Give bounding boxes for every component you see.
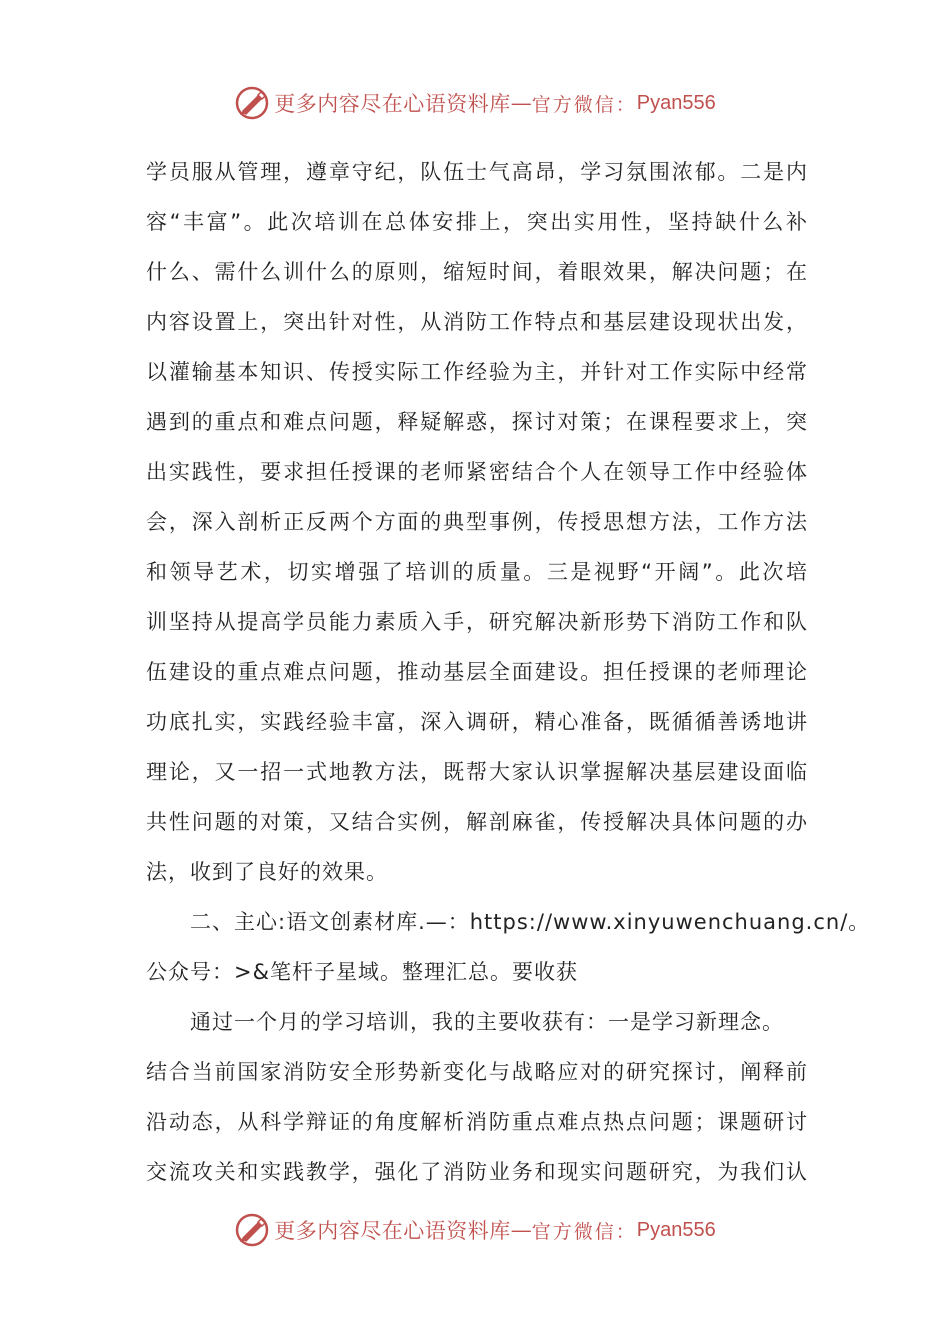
body-line: 沿动态，从科学辩证的角度解析消防重点难点热点问题；课题研讨 <box>146 1110 808 1134</box>
section-heading: 二、主心:语文创素材库.—：https://www.xinyuwenchuang.cn/。 <box>190 910 871 934</box>
footer-banner <box>0 1210 950 1250</box>
body-line: 内容设置上，突出针对性，从消防工作特点和基层建设现状出发， <box>146 310 808 334</box>
section-heading-cont: 公众号：>&笔杆子星域。整理汇总。要收获 <box>146 960 578 984</box>
body-line: 会，深入剖析正反两个方面的典型事例，传授思想方法，工作方法 <box>146 510 808 534</box>
banner-title: 更多内容尽在心语资料库 <box>274 1219 511 1243</box>
banner-separator: — <box>510 1218 532 1242</box>
body-line: 结合当前国家消防安全形势新变化与战略应对的研究探讨，阐释前 <box>146 1060 808 1084</box>
body-line: 出实践性，要求担任授课的老师紧密结合个人在领导工作中经验体 <box>146 460 808 484</box>
body-line: 容“丰富”。此次培训在总体安排上，突出实用性，坚持缺什么补 <box>146 210 808 234</box>
banner-wechat-label: 官方微信： <box>531 93 637 116</box>
banner-wechat-id: Pyan556 <box>636 1218 716 1241</box>
banner-wechat-id: Pyan556 <box>636 91 716 114</box>
document-body <box>146 147 871 1197</box>
body-line: 和领导艺术，切实增强了培训的质量。三是视野“开阔”。此次培 <box>146 560 808 584</box>
body-line: 学员服从管理，遵章守纪，队伍士气高昂，学习氛围浓郁。二是内 <box>146 160 808 184</box>
pen-logo-icon <box>234 1212 270 1248</box>
body-line: 训坚持从提高学员能力素质入手，研究解决新形势下消防工作和队 <box>146 610 808 634</box>
body-line: 功底扎实，实践经验丰富，深入调研，精心准备，既循循善诱地讲 <box>146 710 808 734</box>
body-line: 法，收到了良好的效果。 <box>146 860 388 884</box>
body-line: 以灌输基本知识、传授实际工作经验为主，并针对工作实际中经常 <box>146 360 808 384</box>
body-line: 理论，又一招一式地教方法，既帮大家认识掌握解决基层建设面临 <box>146 760 808 784</box>
banner-separator: — <box>510 91 532 115</box>
body-line: 伍建设的重点难点问题，推动基层全面建设。担任授课的老师理论 <box>146 660 808 684</box>
body-line: 交流攻关和实践教学，强化了消防业务和现实问题研究，为我们认 <box>146 1160 808 1184</box>
banner-title: 更多内容尽在心语资料库 <box>274 92 511 116</box>
body-line: 通过一个月的学习培训，我的主要收获有：一是学习新理念。 <box>190 1010 784 1034</box>
body-line: 共性问题的对策，又结合实例，解剖麻雀，传授解决具体问题的办 <box>146 810 808 834</box>
pen-logo-icon <box>234 85 270 121</box>
header-banner <box>0 83 950 123</box>
body-line: 什么、需什么训什么的原则，缩短时间，着眼效果，解决问题；在 <box>146 260 808 284</box>
banner-wechat-label: 官方微信： <box>531 1220 637 1243</box>
body-line: 遇到的重点和难点问题，释疑解惑，探讨对策；在课程要求上，突 <box>146 410 808 434</box>
